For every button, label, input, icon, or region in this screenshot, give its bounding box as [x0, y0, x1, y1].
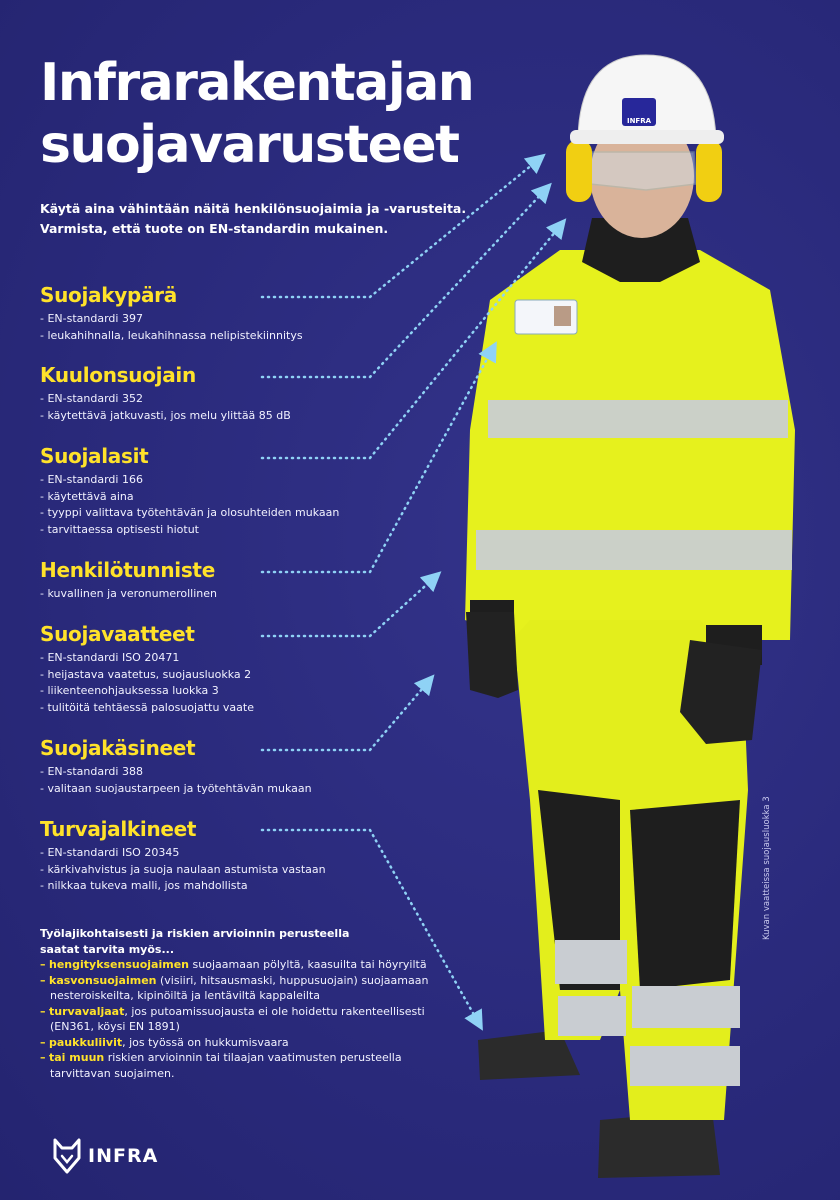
additional-text: suojaamaan pölyltä, kaasuilta tai höyryiltä	[189, 958, 427, 971]
additional-text: , jos putoamissuojausta ei ole hoidettu rakenteellisesti (EN361, köysi EN 1891)	[50, 1004, 425, 1033]
dash: –	[40, 958, 46, 971]
section-item: - liikenteenohjauksessa luokka 3	[40, 683, 460, 700]
additional-keyword: turvavaljaat	[49, 1004, 125, 1018]
section-item: - tyyppi valittava työtehtävän ja olosuhteiden mukaan	[40, 505, 460, 522]
section-item: - EN-standardi ISO 20345	[40, 845, 460, 862]
connector-safety-shoes	[262, 830, 478, 1022]
section-item: - EN-standardi 352	[40, 391, 460, 408]
dash: –	[40, 1004, 46, 1018]
additional-keyword: kasvonsuojaimen	[49, 973, 157, 987]
additional-text: (visiiri, hitsausmaski, huppusuojain) suojaamaan nesteroiskeilta, kipinöiltä ja lentäviltä kappaleilta	[50, 973, 429, 1002]
section-item: - tulitöitä tehtäessä palosuojattu vaate	[40, 700, 460, 717]
section-item: - EN-standardi 388	[40, 764, 460, 781]
intro-line-2: Varmista, että tuote on EN-standardin mukainen.	[40, 221, 389, 236]
title-line-1: Infrarakentajan	[40, 53, 474, 113]
additional-keyword: tai muun	[49, 1051, 105, 1064]
dash: –	[40, 1035, 46, 1049]
dash: –	[40, 973, 46, 987]
photo-caption: Kuvan vaatteissa suojausluokka 3	[762, 796, 772, 940]
logo-text: INFRA	[88, 1145, 159, 1167]
section-heading: Turvajalkineet	[40, 817, 197, 841]
title-line-2: suojavarusteet	[40, 115, 459, 175]
additional-keyword: paukkuliivit	[49, 1035, 123, 1049]
infra-fox-icon	[52, 1138, 82, 1174]
section-heading: Suojakypärä	[40, 283, 177, 307]
section-heading: Kuulonsuojain	[40, 363, 196, 387]
infra-logo	[52, 1138, 158, 1174]
helmet-logo-text: INFRA	[626, 117, 652, 125]
section-item: - EN-standardi 166	[40, 472, 460, 489]
section-item: - tarvittaessa optisesti hiotut	[40, 522, 460, 539]
section-item: - nilkkaa tukeva malli, jos mahdollista	[40, 878, 460, 895]
additional-text: , jos työssä on hukkumisvaara	[122, 1035, 289, 1049]
additional-keyword: hengityksensuojaimen	[49, 958, 190, 971]
connector-helmet	[262, 160, 538, 297]
intro-line-1: Käytä aina vähintään näitä henkilönsuojaimia ja -varusteita.	[40, 201, 467, 216]
section-heading: Suojalasit	[40, 444, 149, 468]
section-item: - leukahihnalla, leukahihnassa nelipistekiinnitys	[40, 328, 460, 345]
section-item: - kärkivahvistus ja suoja naulaan astumista vastaan	[40, 862, 460, 879]
section-item: - heijastava vaatetus, suojausluokka 2	[40, 667, 460, 684]
section-heading: Henkilötunniste	[40, 558, 215, 582]
connector-gloves	[262, 682, 428, 750]
section-heading: Suojakäsineet	[40, 736, 196, 760]
additional-intro-line-2: saatat tarvita myös...	[40, 942, 174, 956]
connector-id-card	[262, 350, 492, 572]
section-item: - käytettävä aina	[40, 489, 460, 506]
connector-hearing-protection	[262, 190, 545, 377]
section-item: - EN-standardi ISO 20471	[40, 650, 460, 667]
connector-protective-clothing	[262, 578, 434, 636]
connector-safety-glasses	[262, 226, 560, 458]
section-item: - käytettävä jatkuvasti, jos melu ylittää 85 dB	[40, 408, 460, 425]
additional-intro-line-1: Työlajikohtaisesti ja riskien arvioinnin perusteella	[40, 927, 350, 940]
additional-text: riskien arvioinnin tai tilaajan vaatimusten perusteella tarvittavan suojaimen.	[50, 1051, 402, 1080]
section-item: - EN-standardi 397	[40, 311, 460, 328]
section-item: - valitaan suojaustarpeen ja työtehtävän mukaan	[40, 781, 460, 798]
section-item: - kuvallinen ja veronumerollinen	[40, 586, 460, 603]
dash: –	[40, 1051, 46, 1064]
section-heading: Suojavaatteet	[40, 622, 195, 646]
